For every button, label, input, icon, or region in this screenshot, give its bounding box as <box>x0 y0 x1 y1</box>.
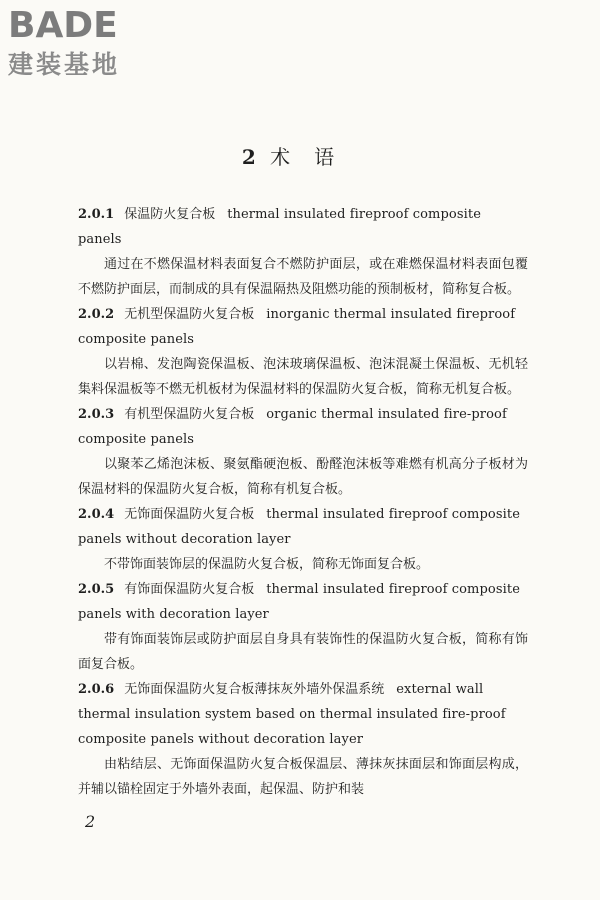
term-entry-2-0-4 <box>78 502 528 577</box>
term-number: 2.0.6 <box>78 682 115 697</box>
page-number: 2 <box>85 812 96 831</box>
term-entry-2-0-1 <box>78 202 528 302</box>
term-heading <box>78 577 528 627</box>
bade-logo <box>8 6 178 80</box>
term-chinese: 有机型保温防火复合板 <box>124 407 255 422</box>
chapter-title <box>0 143 600 171</box>
term-definition: 带有饰面装饰层或防护面层自身具有装饰性的保温防火复合板，简称有饰面复合板。 <box>78 632 528 672</box>
term-english: thermal insulated fireproof composite panels <box>78 207 481 247</box>
logo-wordmark: BADE <box>8 5 118 46</box>
term-number: 2.0.4 <box>78 507 115 522</box>
term-number: 2.0.5 <box>78 582 115 597</box>
term-heading <box>78 202 528 252</box>
chapter-heading: 术语 <box>270 145 359 169</box>
term-definition: 通过在不燃保温材料表面复合不燃防护面层，或在难燃保温材料表面包覆不燃防护面层，而制成的具有保温隔热及阻燃功能的预制板材，简称复合板。 <box>78 257 528 297</box>
term-english: thermal insulated fireproof composite panels with decoration layer <box>78 582 520 622</box>
term-chinese: 无饰面保温防火复合板 <box>124 507 255 522</box>
term-definition: 由粘结层、无饰面保温防火复合板保温层、薄抹灰抹面层和饰面层构成，并辅以锚栓固定于外墙外表面，起保温、防护和装 <box>78 757 528 797</box>
term-english: organic thermal insulated fire-proof composite panels <box>78 407 507 447</box>
term-english: inorganic thermal insulated fireproof composite panels <box>78 307 516 347</box>
terms-list <box>78 202 528 802</box>
term-chinese: 无饰面保温防火复合板薄抹灰外墙外保温系统 <box>124 682 385 697</box>
term-definition: 以聚苯乙烯泡沫板、聚氨酯硬泡板、酚醛泡沫板等难燃有机高分子板材为保温材料的保温防火复合板，简称有机复合板。 <box>78 457 528 497</box>
term-english: thermal insulated fireproof composite panels without decoration layer <box>78 507 520 547</box>
term-english: external wall thermal insulation system based on thermal insulated fire-proof composite panels without decoration layer <box>78 682 506 747</box>
logo-subtitle: 建装基地 <box>8 50 121 79</box>
term-heading <box>78 677 528 752</box>
term-heading <box>78 302 528 352</box>
chapter-number: 2 <box>241 145 256 169</box>
term-entry-2-0-6 <box>78 677 528 802</box>
term-chinese: 无机型保温防火复合板 <box>124 307 255 322</box>
term-definition: 以岩棉、发泡陶瓷保温板、泡沫玻璃保温板、泡沫混凝土保温板、无机轻集料保温板等不燃无机板材为保温材料的保温防火复合板，简称无机复合板。 <box>78 357 528 397</box>
term-number: 2.0.1 <box>78 207 115 222</box>
term-entry-2-0-2 <box>78 302 528 402</box>
term-entry-2-0-5 <box>78 577 528 677</box>
term-number: 2.0.2 <box>78 307 115 322</box>
term-entry-2-0-3 <box>78 402 528 502</box>
term-chinese: 有饰面保温防火复合板 <box>124 582 255 597</box>
term-heading <box>78 402 528 452</box>
term-number: 2.0.3 <box>78 407 115 422</box>
term-definition: 不带饰面装饰层的保温防火复合板，简称无饰面复合板。 <box>104 557 430 572</box>
term-chinese: 保温防火复合板 <box>124 207 216 222</box>
term-heading <box>78 502 528 552</box>
